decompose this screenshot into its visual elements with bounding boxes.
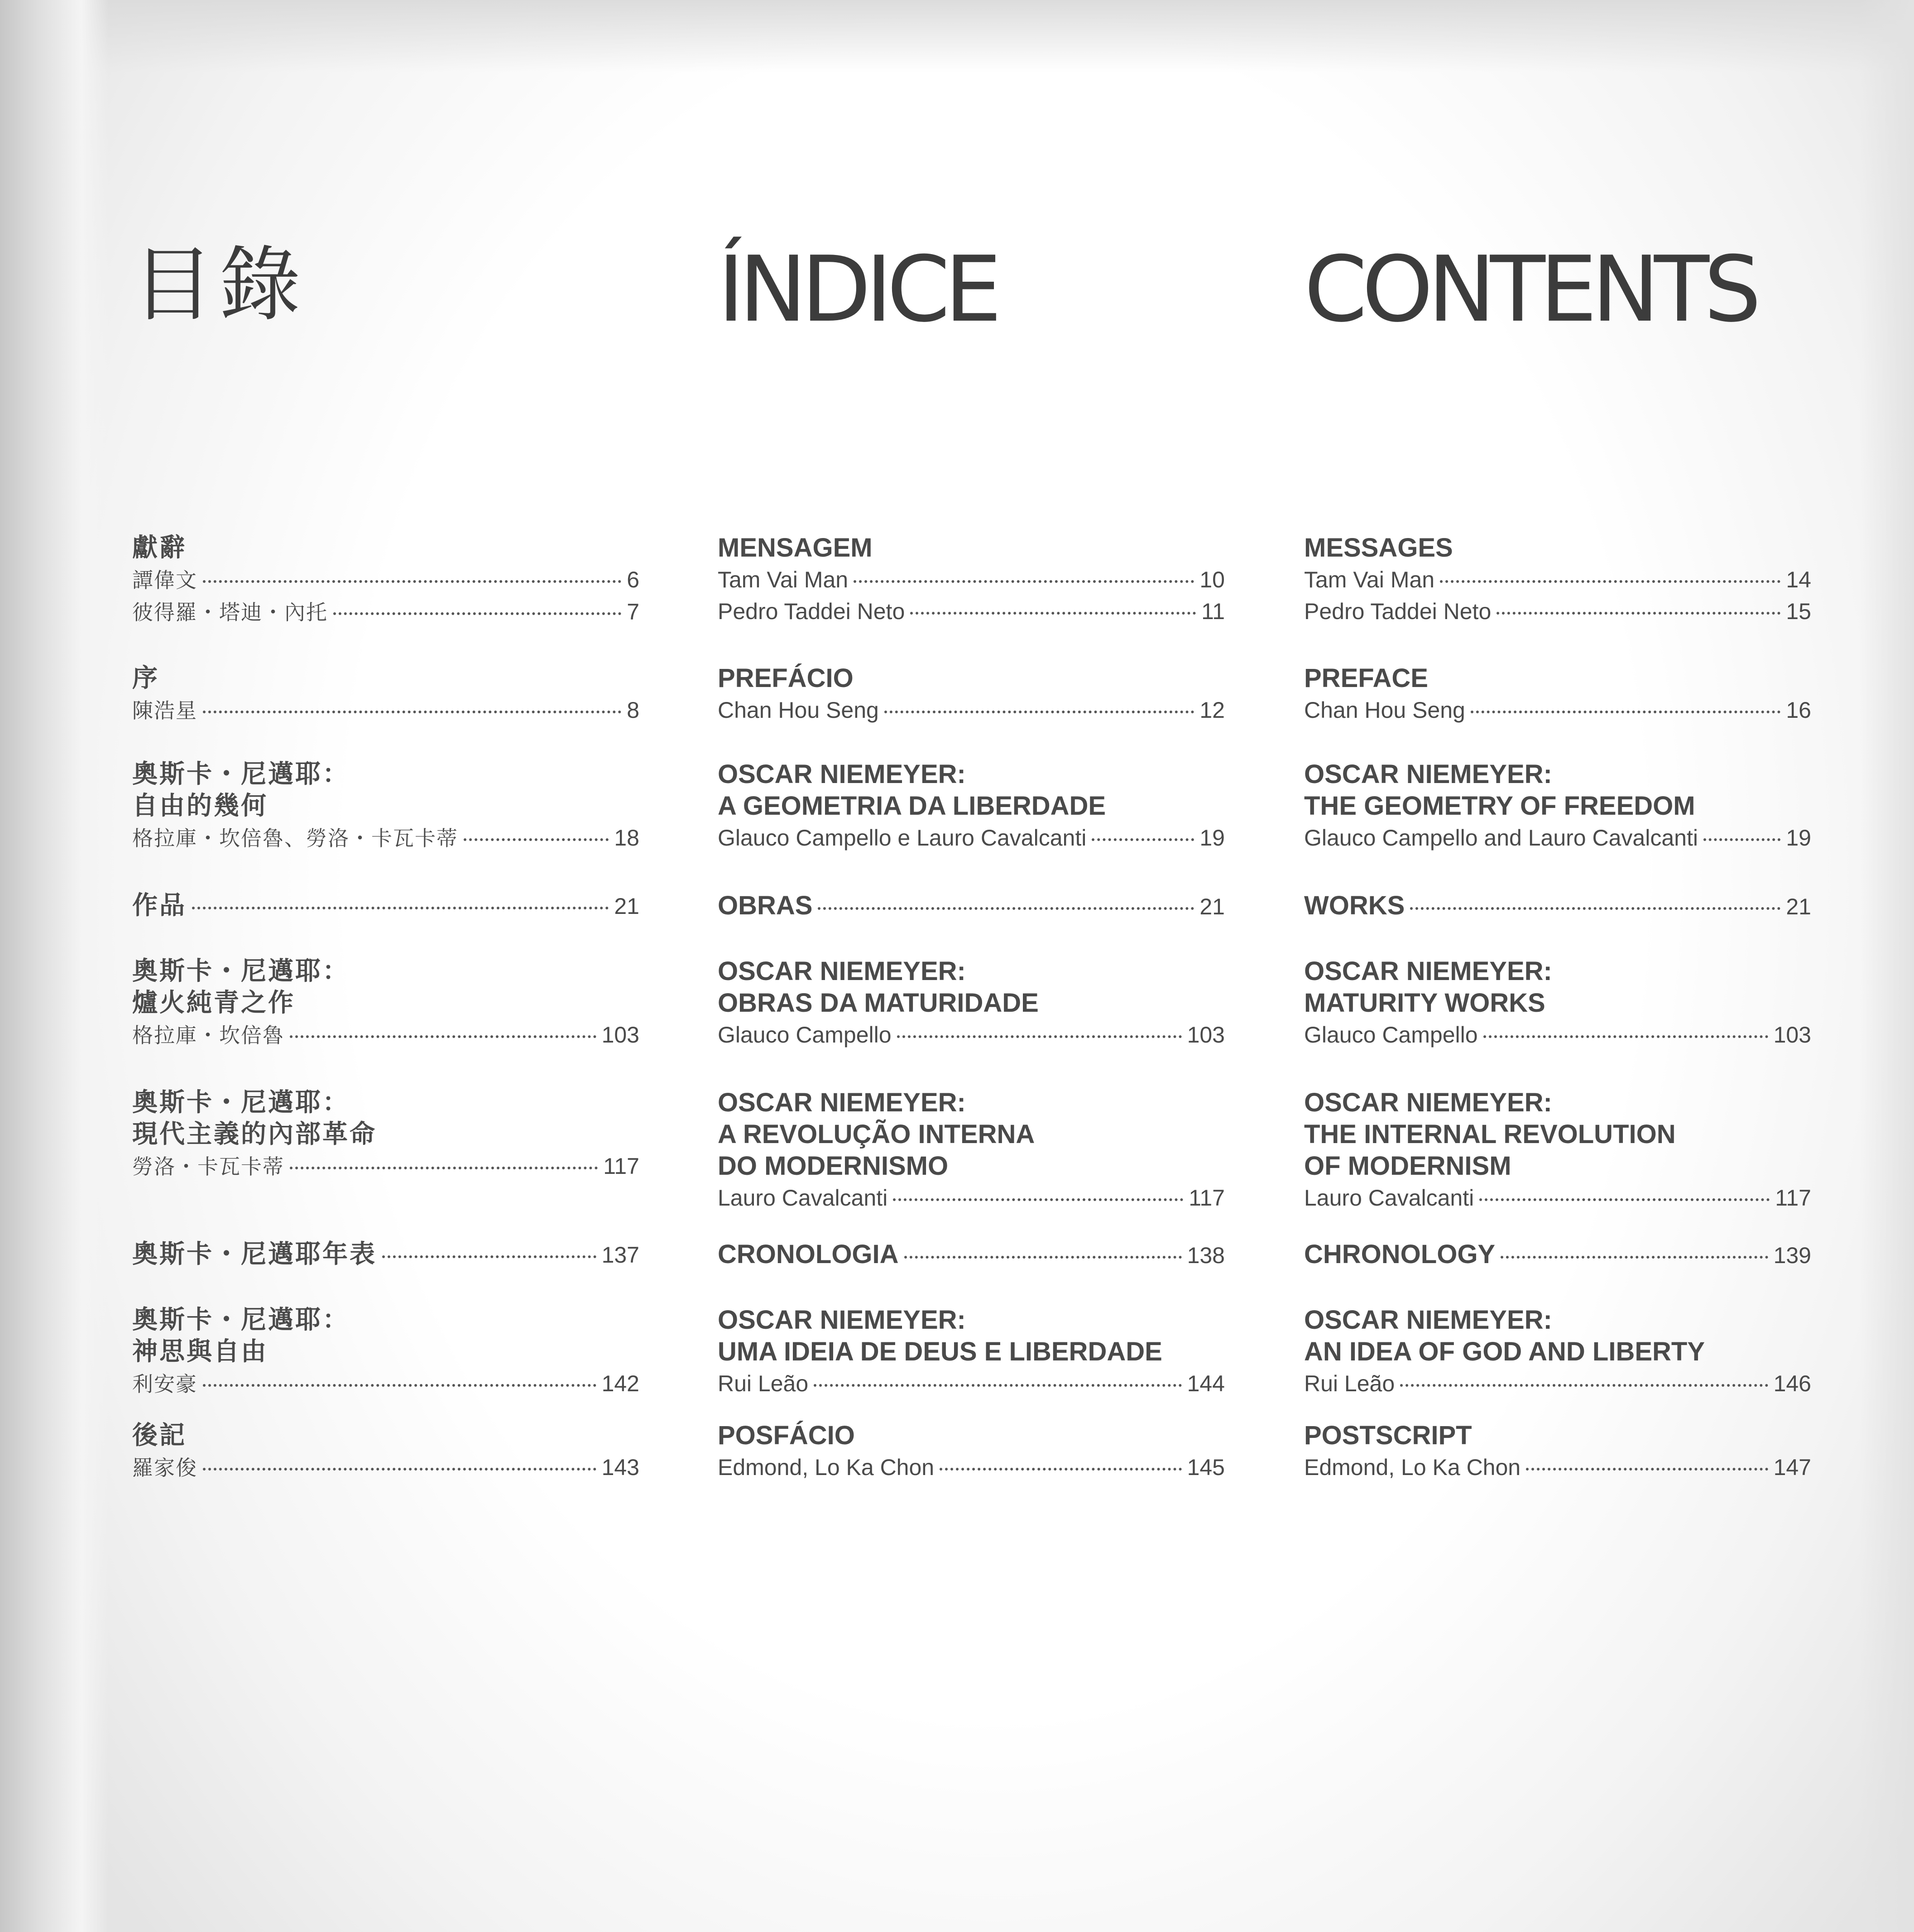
toc-section-title: OSCAR NIEMEYER: xyxy=(1304,759,1552,789)
toc-author-row xyxy=(132,1150,639,1182)
toc-section-title: THE GEOMETRY OF FREEDOM xyxy=(1304,791,1695,821)
page-number: 16 xyxy=(1786,697,1811,723)
toc-author-row xyxy=(132,694,639,726)
toc-entry xyxy=(132,1087,639,1182)
dot-leader xyxy=(1400,1384,1768,1387)
dot-leader xyxy=(1471,711,1781,713)
toc-section-title: 自由的幾何 xyxy=(132,791,268,821)
toc-section-title: 後記 xyxy=(132,1421,187,1450)
dot-leader xyxy=(1703,838,1780,841)
toc-entry xyxy=(1304,1239,1811,1271)
dot-leader xyxy=(1479,1198,1770,1201)
author-name: Pedro Taddei Neto xyxy=(1304,599,1492,624)
toc-author-row xyxy=(718,694,1225,726)
toc-author-row xyxy=(1304,1368,1811,1399)
page-number: 19 xyxy=(1786,825,1811,851)
toc-heading-chinese: 目錄 xyxy=(132,238,307,332)
toc-entry xyxy=(718,663,1225,726)
toc-author-row xyxy=(718,596,1225,627)
toc-author-row xyxy=(132,822,639,854)
toc-section-title: OSCAR NIEMEYER: xyxy=(1304,1088,1552,1117)
toc-author-row xyxy=(1304,822,1811,854)
toc-section-title: PREFACE xyxy=(1304,663,1428,693)
toc-author-row xyxy=(718,564,1225,596)
author-name: 陳浩星 xyxy=(132,698,197,723)
toc-section-title: PREFÁCIO xyxy=(718,663,854,693)
author-name: Glauco Campello xyxy=(1304,1022,1478,1048)
toc-section-row xyxy=(132,890,639,922)
dot-leader xyxy=(203,1468,596,1471)
page-number: 21 xyxy=(614,894,639,919)
toc-entry xyxy=(718,532,1225,627)
toc-section-title: WORKS xyxy=(1304,891,1405,920)
page-number: 137 xyxy=(601,1242,639,1268)
toc-author-row xyxy=(1304,564,1811,596)
toc-author-row xyxy=(1304,1019,1811,1051)
toc-entry xyxy=(1304,532,1811,627)
toc-section-title: CHRONOLOGY xyxy=(1304,1240,1496,1269)
page-number: 146 xyxy=(1773,1371,1811,1396)
page-number: 103 xyxy=(601,1022,639,1048)
author-name: 羅家俊 xyxy=(132,1456,197,1480)
author-name: Glauco Campello xyxy=(718,1022,892,1048)
page-number: 117 xyxy=(1189,1185,1225,1211)
toc-author-row xyxy=(718,1451,1225,1483)
toc-author-row xyxy=(1304,1182,1811,1214)
dot-leader xyxy=(1526,1468,1768,1471)
author-name: Edmond, Lo Ka Chon xyxy=(1304,1455,1521,1480)
page-number: 21 xyxy=(1199,894,1225,919)
author-name: Glauco Campello and Lauro Cavalcanti xyxy=(1304,825,1698,851)
page-number: 11 xyxy=(1201,599,1225,624)
dot-leader xyxy=(290,1035,596,1038)
toc-section-title: OSCAR NIEMEYER: xyxy=(1304,956,1552,986)
toc-entry xyxy=(132,663,639,726)
page-number: 142 xyxy=(601,1371,639,1396)
toc-author-row xyxy=(132,1019,639,1051)
dot-leader xyxy=(893,1198,1183,1201)
page-number: 12 xyxy=(1199,697,1225,723)
toc-section-title: OSCAR NIEMEYER: xyxy=(718,759,966,789)
author-name: Edmond, Lo Ka Chon xyxy=(718,1455,935,1480)
dot-leader xyxy=(1410,907,1780,910)
toc-entry xyxy=(132,1420,639,1484)
toc-section-title: OBRAS DA MATURIDADE xyxy=(718,988,1039,1018)
toc-entry xyxy=(1304,1087,1811,1214)
toc-section-title: OSCAR NIEMEYER: xyxy=(1304,1305,1552,1335)
toc-section-title: MENSAGEM xyxy=(718,533,873,562)
toc-section-title: MESSAGES xyxy=(1304,533,1453,562)
toc-section-row xyxy=(718,890,1225,923)
page-shadow-edge xyxy=(1860,0,1914,1932)
author-name: Rui Leão xyxy=(1304,1371,1395,1396)
toc-author-row xyxy=(1304,1451,1811,1483)
author-name: Chan Hou Seng xyxy=(718,697,879,723)
dot-leader xyxy=(884,711,1194,713)
toc-section-title: UMA IDEIA DE DEUS E LIBERDADE xyxy=(718,1337,1162,1366)
toc-section-row xyxy=(132,1239,639,1271)
page-shadow-gutter xyxy=(0,0,109,1932)
author-name: 勞洛・卡瓦卡蒂 xyxy=(132,1154,284,1179)
toc-section-title: AN IDEA OF GOD AND LIBERTY xyxy=(1304,1337,1705,1366)
toc-section-title: CRONOLOGIA xyxy=(718,1240,899,1269)
toc-entry xyxy=(718,1087,1225,1214)
page-number: 117 xyxy=(603,1153,639,1179)
toc-section-title: 現代主義的內部革命 xyxy=(132,1120,377,1149)
toc-author-row xyxy=(718,1019,1225,1051)
author-name: Chan Hou Seng xyxy=(1304,697,1465,723)
toc-entry xyxy=(1304,759,1811,854)
dot-leader xyxy=(203,1384,596,1387)
dot-leader xyxy=(904,1256,1182,1259)
toc-entry xyxy=(718,1239,1225,1271)
author-name: Tam Vai Man xyxy=(1304,567,1435,592)
toc-section-title: 奧斯卡・尼邁耶： xyxy=(132,1088,350,1117)
page-number: 145 xyxy=(1187,1455,1225,1480)
toc-section-title: OSCAR NIEMEYER: xyxy=(718,1088,966,1117)
dot-leader xyxy=(333,612,621,615)
toc-section-title: 奧斯卡・尼邁耶： xyxy=(132,759,350,789)
author-name: Pedro Taddei Neto xyxy=(718,599,905,624)
dot-leader xyxy=(897,1035,1182,1038)
page-number: 21 xyxy=(1786,894,1811,919)
toc-section-title: OBRAS xyxy=(718,891,813,920)
toc-entry xyxy=(1304,1420,1811,1483)
toc-entry xyxy=(718,1304,1225,1399)
toc-entry xyxy=(1304,956,1811,1051)
author-name: 彼得羅・塔迪・內托 xyxy=(132,600,328,625)
toc-section-title: 作品 xyxy=(132,891,187,920)
toc-section-title: THE INTERNAL REVOLUTION xyxy=(1304,1120,1676,1149)
toc-section-title: A REVOLUÇÃO INTERNA xyxy=(718,1120,1035,1149)
toc-author-row xyxy=(132,1451,639,1484)
toc-author-row xyxy=(718,822,1225,854)
page-number: 19 xyxy=(1199,825,1225,851)
toc-section-title: A GEOMETRIA DA LIBERDADE xyxy=(718,791,1106,821)
author-name: 格拉庫・坎倍魯、勞洛・卡瓦卡蒂 xyxy=(132,826,458,851)
page-number: 6 xyxy=(627,567,639,592)
dot-leader xyxy=(290,1167,598,1169)
toc-section-title: POSFÁCIO xyxy=(718,1421,855,1450)
toc-entry xyxy=(132,759,639,854)
toc-section-title: OSCAR NIEMEYER: xyxy=(718,1305,966,1335)
toc-section-row xyxy=(718,1239,1225,1271)
toc-section-title: DO MODERNISMO xyxy=(718,1151,949,1181)
author-name: Tam Vai Man xyxy=(718,567,849,592)
dot-leader xyxy=(814,1384,1181,1387)
author-name: 利安豪 xyxy=(132,1372,197,1396)
toc-entry xyxy=(1304,663,1811,726)
dot-leader xyxy=(818,907,1194,910)
toc-section-title: POSTSCRIPT xyxy=(1304,1421,1472,1450)
author-name: 譚偉文 xyxy=(132,568,197,592)
toc-section-title: OSCAR NIEMEYER: xyxy=(718,956,966,986)
toc-author-row xyxy=(718,1368,1225,1399)
author-name: Glauco Campello e Lauro Cavalcanti xyxy=(718,825,1087,851)
toc-entry xyxy=(132,956,639,1051)
toc-section-title: 奧斯卡・尼邁耶： xyxy=(132,1305,350,1335)
toc-entry xyxy=(718,956,1225,1051)
dot-leader xyxy=(192,907,609,909)
author-name: Rui Leão xyxy=(718,1371,809,1396)
page-number: 10 xyxy=(1199,567,1225,592)
page-number: 147 xyxy=(1773,1455,1811,1480)
page-number: 138 xyxy=(1187,1243,1225,1268)
toc-section-title: 序 xyxy=(132,663,159,693)
dot-leader xyxy=(1483,1035,1768,1038)
toc-entry xyxy=(132,1304,639,1400)
dot-leader xyxy=(940,1468,1181,1471)
page-number: 7 xyxy=(627,599,639,625)
author-name: Lauro Cavalcanti xyxy=(718,1185,888,1211)
toc-entry xyxy=(132,1239,639,1271)
toc-author-row xyxy=(1304,596,1811,627)
page-number: 144 xyxy=(1187,1371,1225,1396)
toc-section-row xyxy=(1304,1239,1811,1271)
toc-heading-english: CONTENTS xyxy=(1304,237,1756,342)
page-number: 139 xyxy=(1773,1243,1811,1268)
page-number: 103 xyxy=(1187,1022,1225,1048)
toc-section-title: OF MODERNISM xyxy=(1304,1151,1511,1181)
page-number: 103 xyxy=(1773,1022,1811,1048)
dot-leader xyxy=(382,1255,596,1258)
toc-author-row xyxy=(132,596,639,628)
toc-author-row xyxy=(132,564,639,596)
dot-leader xyxy=(1440,580,1780,583)
page-shadow-top xyxy=(0,0,1914,72)
page-number: 8 xyxy=(627,697,639,723)
dot-leader xyxy=(1092,838,1194,841)
toc-entry xyxy=(718,1420,1225,1483)
toc-section-title: 爐火純青之作 xyxy=(132,988,295,1018)
toc-entry xyxy=(718,759,1225,854)
toc-heading-portuguese: ÍNDICE xyxy=(718,237,997,342)
page-number: 15 xyxy=(1786,599,1811,624)
dot-leader xyxy=(1497,612,1780,615)
dot-leader xyxy=(203,580,621,583)
toc-author-row xyxy=(132,1368,639,1400)
toc-section-row xyxy=(1304,890,1811,923)
dot-leader xyxy=(854,580,1194,583)
toc-section-title: 奧斯卡・尼邁耶年表 xyxy=(132,1240,377,1269)
dot-leader xyxy=(464,838,609,841)
page-number: 18 xyxy=(614,825,639,851)
toc-section-title: 奧斯卡・尼邁耶： xyxy=(132,956,350,986)
dot-leader xyxy=(203,711,621,713)
toc-author-row xyxy=(718,1182,1225,1214)
toc-entry xyxy=(1304,1304,1811,1399)
toc-section-title: MATURITY WORKS xyxy=(1304,988,1545,1018)
toc-entry xyxy=(132,532,639,628)
dot-leader xyxy=(1501,1256,1768,1259)
toc-section-title: 獻辭 xyxy=(132,533,187,562)
toc-entry xyxy=(132,890,639,922)
author-name: Lauro Cavalcanti xyxy=(1304,1185,1474,1211)
toc-author-row xyxy=(1304,694,1811,726)
toc-entry xyxy=(1304,890,1811,923)
page-number: 14 xyxy=(1786,567,1811,592)
page-number: 117 xyxy=(1775,1185,1811,1211)
dot-leader xyxy=(910,612,1196,615)
toc-section-title: 神思與自由 xyxy=(132,1337,268,1366)
page-number: 143 xyxy=(601,1455,639,1480)
toc-entry xyxy=(718,890,1225,923)
author-name: 格拉庫・坎倍魯 xyxy=(132,1023,284,1048)
